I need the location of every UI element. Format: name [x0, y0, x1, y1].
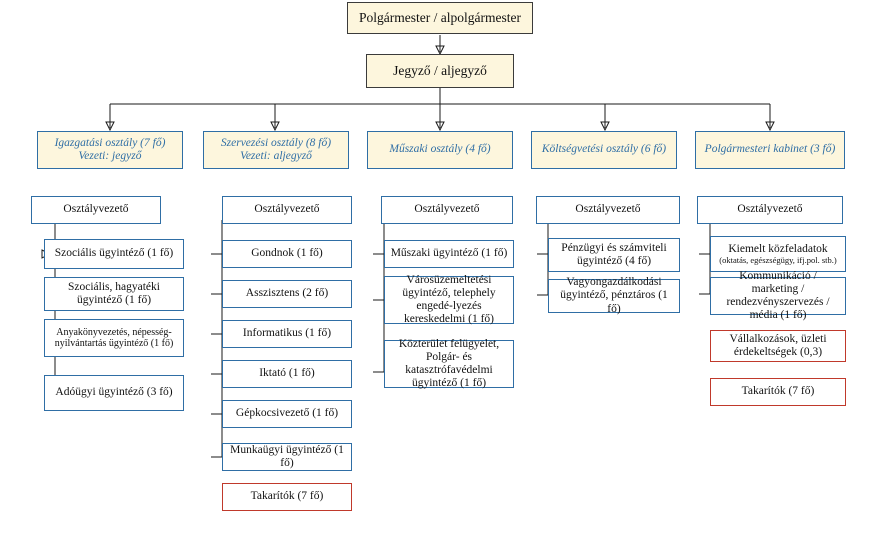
node-polgarmester[interactable]	[347, 2, 533, 34]
item-label: Szociális ügyintéző (1 fő)	[54, 247, 174, 260]
head-osztalyvezeto-2[interactable]	[222, 196, 352, 224]
node-label: Polgármester / alpolgármester	[359, 10, 521, 26]
item-label: Pénzügyi és számviteli ügyintéző (4 fő)	[561, 241, 667, 267]
item-c3-1[interactable]	[384, 273, 514, 326]
item-label: Gondnok (1 fő)	[251, 247, 323, 260]
item-c5-0[interactable]	[710, 236, 846, 272]
item-label: Szociális, hagyatéki ügyintéző (1 fő)	[68, 280, 160, 306]
dept-muszaki[interactable]	[367, 131, 513, 169]
item-label: Takarítók (7 fő)	[741, 385, 815, 398]
item-label: Munkaügyi ügyintéző (1 fő)	[230, 443, 344, 469]
item-label: Takarítók (7 fő)	[250, 490, 324, 503]
head-osztalyvezeto-5[interactable]	[697, 196, 843, 224]
item-c1-1[interactable]	[44, 277, 184, 311]
node-jegyzo[interactable]	[366, 54, 514, 88]
dept-label: Igazgatási osztály (7 fő)	[54, 136, 166, 149]
node-label: Jegyző / aljegyző	[393, 63, 487, 79]
item-label: Városüzemeltetési ügyintéző, telephely engedé-lyezés kereskedelmi (1 fő)	[402, 273, 496, 326]
item-label: Asszisztens (2 fő)	[245, 287, 329, 300]
item-c2-1[interactable]	[222, 280, 352, 308]
item-label: Iktató (1 fő)	[259, 367, 315, 380]
dept-kabinet[interactable]	[695, 131, 845, 169]
item-c3-0[interactable]	[384, 240, 514, 268]
dept-label: Költségvetési osztály (6 fő)	[541, 143, 667, 156]
item-c1-3[interactable]	[44, 375, 184, 411]
item-c2-4[interactable]	[222, 400, 352, 428]
item-c1-2[interactable]	[44, 319, 184, 357]
item-label: Műszaki ügyintéző (1 fő)	[390, 247, 508, 260]
head-osztalyvezeto-3[interactable]	[381, 196, 513, 224]
item-label: Közterület felügyelet, Polgár- és katasztrófavédelmi ügyintéző (1 fő)	[398, 337, 500, 390]
item-c5-1[interactable]	[710, 269, 846, 322]
dept-igazgatasi[interactable]	[37, 131, 183, 169]
head-osztalyvezeto-4[interactable]	[536, 196, 680, 224]
item-c3-2[interactable]	[384, 337, 514, 390]
item-c2-0[interactable]	[222, 240, 352, 268]
item-c5-3[interactable]	[710, 378, 846, 406]
node-label: Osztályvezető	[63, 203, 129, 216]
item-label: Vállalkozások, üzleti érdekeltségek (0,3)	[729, 332, 827, 358]
node-label: Osztályvezető	[737, 203, 803, 216]
dept-sublabel: Vezeti: aljegyző	[240, 150, 312, 162]
item-label: Anyakönyvezetés, népesség-nyilvántartás ügyintéző (1 fő)	[54, 326, 174, 349]
item-c5-2[interactable]	[710, 330, 846, 362]
item-label: Informatikus (1 fő)	[242, 327, 332, 340]
dept-szervezesi[interactable]	[203, 131, 349, 169]
node-label: Osztályvezető	[254, 203, 320, 216]
item-c2-5[interactable]	[222, 443, 352, 471]
node-label: Osztályvezető	[575, 203, 641, 216]
item-label: Gépkocsivezető (1 fő)	[235, 407, 339, 420]
dept-label: Műszaki osztály (4 fő)	[389, 143, 491, 156]
node-label: Osztályvezető	[414, 203, 480, 216]
dept-label: Polgármesteri kabinet (3 fő)	[704, 143, 836, 156]
dept-sublabel: Vezeti: jegyző	[78, 150, 142, 162]
dept-koltsegvetesi[interactable]	[531, 131, 677, 169]
item-c1-0[interactable]	[44, 239, 184, 269]
item-c4-0[interactable]	[548, 238, 680, 272]
item-sublabel: (oktatás, egészségügy, ifj.pol. stb.)	[719, 254, 837, 265]
dept-label: Szervezési osztály (8 fő)	[220, 136, 332, 149]
item-c2-2[interactable]	[222, 320, 352, 348]
item-c4-1[interactable]	[548, 276, 680, 315]
head-osztalyvezeto-1[interactable]	[31, 196, 161, 224]
item-c2-3[interactable]	[222, 360, 352, 388]
item-label: Vagyongazdálkodási ügyintéző, pénztáros (1 fő)	[560, 276, 668, 315]
item-c2-6[interactable]	[222, 483, 352, 511]
item-label: Adóügyi ügyintéző (3 fő)	[55, 386, 173, 399]
item-label: Kiemelt közfeladatok	[728, 242, 828, 255]
item-label: Kommunikáció / marketing / rendezvényszervezés / média (1 fő)	[726, 269, 830, 322]
